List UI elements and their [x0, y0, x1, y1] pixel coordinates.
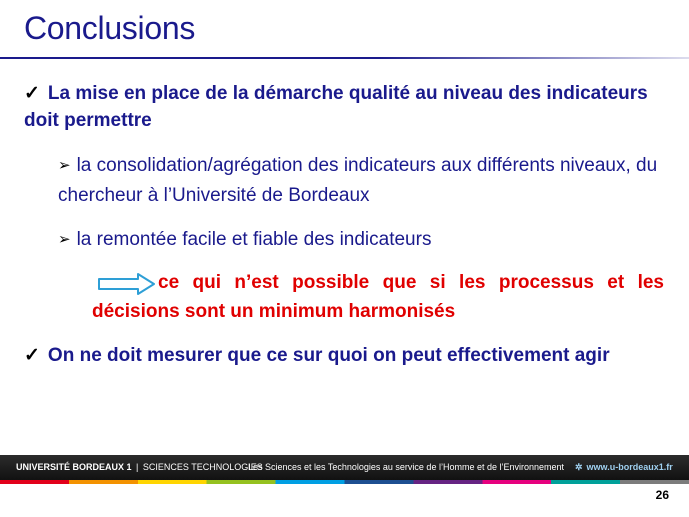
check-icon: ✓ [24, 83, 40, 104]
footer-color-strip [0, 480, 689, 484]
footer-bar [0, 455, 689, 480]
sparkle-icon: ✲ [575, 462, 583, 472]
footer-separator: | [136, 462, 139, 472]
sub-bullet-consolidation-text: la consolidation/agrégation des indicateurs aux différents niveaux, du chercheur à l’Université de Bordeaux [58, 155, 658, 206]
bullet-quality-approach-text: La mise en place de la démarche qualité au niveau des indicateurs doit permettre [24, 83, 648, 131]
conclusion-harmonization-text: ce qui n’est possible que si les processus et les décisions sont un minimum harmonisés [92, 272, 664, 322]
sub-bullet-reporting [58, 225, 668, 255]
bullet-measure-action-text: On ne doit mesurer que ce sur quoi on peut effectivement agir [47, 345, 610, 366]
footer-website-link[interactable] [575, 462, 673, 473]
footer-tagline: Les Sciences et les Technologies au service de l’Homme et de l’Environnement [248, 462, 565, 472]
slide-title: Conclusions [24, 10, 196, 46]
footer-university-name: UNIVERSITÉ BORDEAUX 1 [16, 462, 132, 472]
footer-department: SCIENCES TECHNOLOGIES [142, 462, 263, 472]
check-icon: ✓ [24, 345, 40, 366]
page-number: 26 [655, 488, 669, 502]
bullet-measure-action [24, 342, 664, 369]
sub-bullet-reporting-text: la remontée facile et fiable des indicateurs [76, 229, 432, 250]
footer-university [16, 462, 263, 472]
arrowhead-icon: ➢ [58, 231, 71, 248]
conclusion-harmonization [92, 268, 664, 326]
arrowhead-icon: ➢ [58, 157, 71, 174]
sub-bullet-consolidation [58, 151, 668, 210]
footer-website-url: www.u-bordeaux1.fr [586, 462, 673, 472]
title-underline [0, 57, 689, 59]
bullet-quality-approach [24, 80, 664, 134]
